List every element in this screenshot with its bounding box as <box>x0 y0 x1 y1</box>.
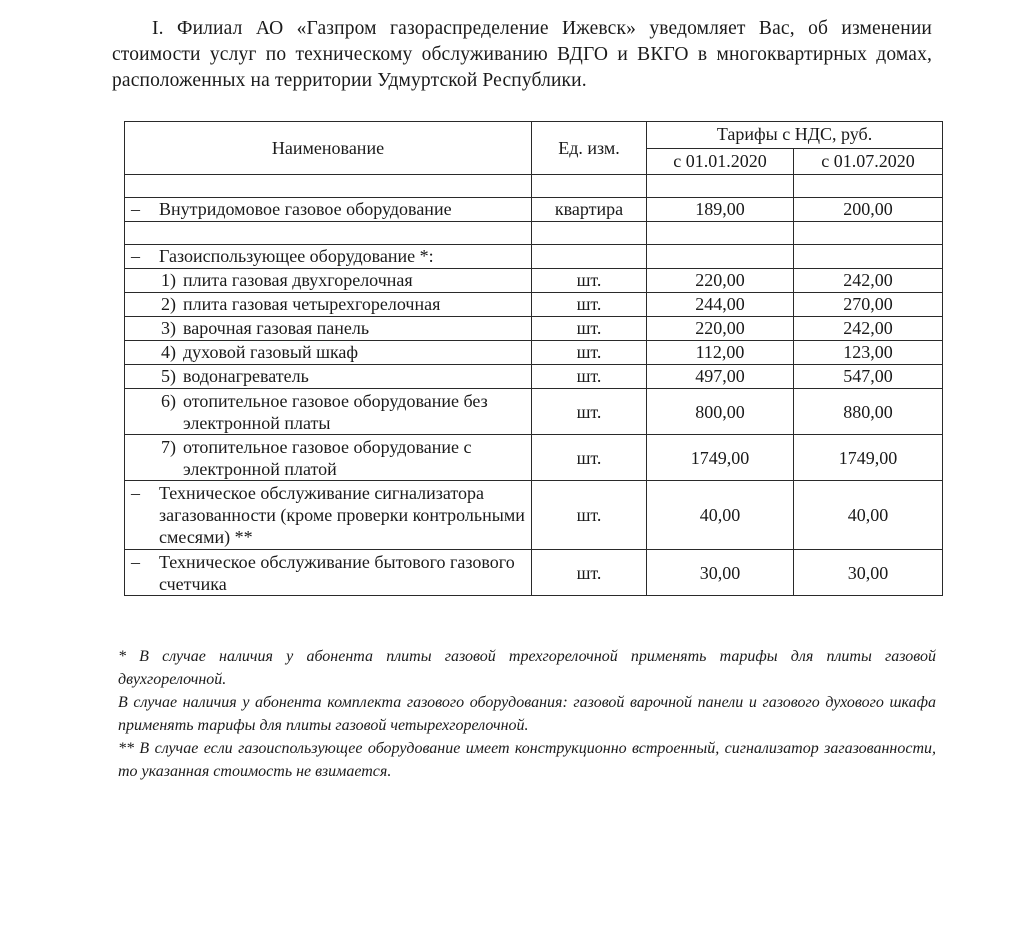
row-unit: шт. <box>532 389 647 435</box>
row-unit: шт. <box>532 481 647 550</box>
row-price-2: 547,00 <box>794 365 943 389</box>
row-name: варочная газовая панель <box>183 318 370 338</box>
row-name: отопительное газовое оборудование без электронной платы <box>183 390 488 433</box>
row-price-1: 220,00 <box>647 269 794 293</box>
row-unit: шт. <box>532 317 647 341</box>
footnote-3: ** В случае если газоиспользующее оборудование имеет конструкционно встроенный, сигнализатор загазованности, то указанная стоимость не взимается. <box>118 740 936 780</box>
table-row <box>125 550 943 596</box>
row-prefix: 3) <box>161 318 176 338</box>
table-spacer-row <box>125 222 943 245</box>
row-unit: шт. <box>532 435 647 481</box>
footnote-1: * В случае наличия у абонента плиты газовой трехгорелочной применять тарифы для плиты газовой двухгорелочной. <box>118 648 936 688</box>
table-row <box>125 293 943 317</box>
header-date-1: с 01.01.2020 <box>647 148 794 175</box>
tariff-table <box>124 121 943 596</box>
row-name: Внутридомовое газовое оборудование <box>159 199 452 219</box>
row-prefix: – <box>131 483 140 503</box>
row-unit <box>532 245 647 269</box>
row-unit: шт. <box>532 341 647 365</box>
table-row <box>125 435 943 481</box>
row-price-2: 242,00 <box>794 317 943 341</box>
table-row <box>125 365 943 389</box>
row-prefix: 1) <box>161 270 176 290</box>
row-price-1: 189,00 <box>647 198 794 222</box>
row-price-2: 40,00 <box>794 481 943 550</box>
row-price-2: 200,00 <box>794 198 943 222</box>
row-prefix: 4) <box>161 342 176 362</box>
header-name: Наименование <box>125 122 532 175</box>
table-row <box>125 198 943 222</box>
row-unit: квартира <box>532 198 647 222</box>
row-prefix: 5) <box>161 366 176 386</box>
header-unit: Ед. изм. <box>532 122 647 175</box>
footnotes <box>118 645 936 783</box>
table-row <box>125 389 943 435</box>
row-prefix: – <box>131 551 140 572</box>
intro-paragraph: I. Филиал АО «Газпром газораспределение Ижевск» уведомляет Вас, об изменении стоимости услуг по техническому обслуживанию ВДГО и ВКГО в многоквартирных домах, расположенных на территории Удмуртской Республики. <box>112 18 932 91</box>
row-price-1: 1749,00 <box>647 435 794 481</box>
table-row <box>125 481 943 550</box>
row-name: плита газовая двухгорелочная <box>183 270 413 290</box>
table-row <box>125 341 943 365</box>
row-name: плита газовая четырехгорелочная <box>183 294 441 314</box>
table-row <box>125 317 943 341</box>
row-price-2: 880,00 <box>794 389 943 435</box>
row-name: водонагреватель <box>183 366 309 386</box>
row-unit: шт. <box>532 550 647 596</box>
row-price-1: 244,00 <box>647 293 794 317</box>
header-date-2: с 01.07.2020 <box>794 148 943 175</box>
row-price-1: 112,00 <box>647 341 794 365</box>
row-price-1: 30,00 <box>647 550 794 596</box>
row-name: Техническое обслуживание сигнализатора загазованности (кроме проверки контрольными смесями) ** <box>159 483 525 547</box>
row-name: отопительное газовое оборудование с электронной платой <box>183 436 472 479</box>
row-name: духовой газовый шкаф <box>183 342 359 362</box>
row-name: Газоиспользующее оборудование *: <box>159 246 434 266</box>
row-prefix: 2) <box>161 294 176 314</box>
row-price-1: 40,00 <box>647 481 794 550</box>
row-prefix: 6) <box>161 390 176 411</box>
row-price-2: 30,00 <box>794 550 943 596</box>
notice-intro <box>112 16 932 94</box>
row-price-1 <box>647 245 794 269</box>
row-price-2: 270,00 <box>794 293 943 317</box>
row-price-1: 220,00 <box>647 317 794 341</box>
row-price-2 <box>794 245 943 269</box>
table-row <box>125 245 943 269</box>
row-name: Техническое обслуживание бытового газового счетчика <box>159 551 515 594</box>
row-price-1: 497,00 <box>647 365 794 389</box>
row-unit: шт. <box>532 365 647 389</box>
table-spacer-row <box>125 175 943 198</box>
table-row <box>125 269 943 293</box>
row-unit: шт. <box>532 269 647 293</box>
row-prefix: – <box>131 246 140 266</box>
row-price-1: 800,00 <box>647 389 794 435</box>
row-prefix: – <box>131 199 140 219</box>
row-prefix: 7) <box>161 436 176 457</box>
row-price-2: 242,00 <box>794 269 943 293</box>
row-unit: шт. <box>532 293 647 317</box>
footnote-2: В случае наличия у абонента комплекта газового оборудования: газовой варочной панели и газового духового шкафа применять тарифы для плиты газовой четырехгорелочной. <box>118 694 936 734</box>
row-price-2: 1749,00 <box>794 435 943 481</box>
row-price-2: 123,00 <box>794 341 943 365</box>
header-tariffs: Тарифы с НДС, руб. <box>647 122 943 149</box>
